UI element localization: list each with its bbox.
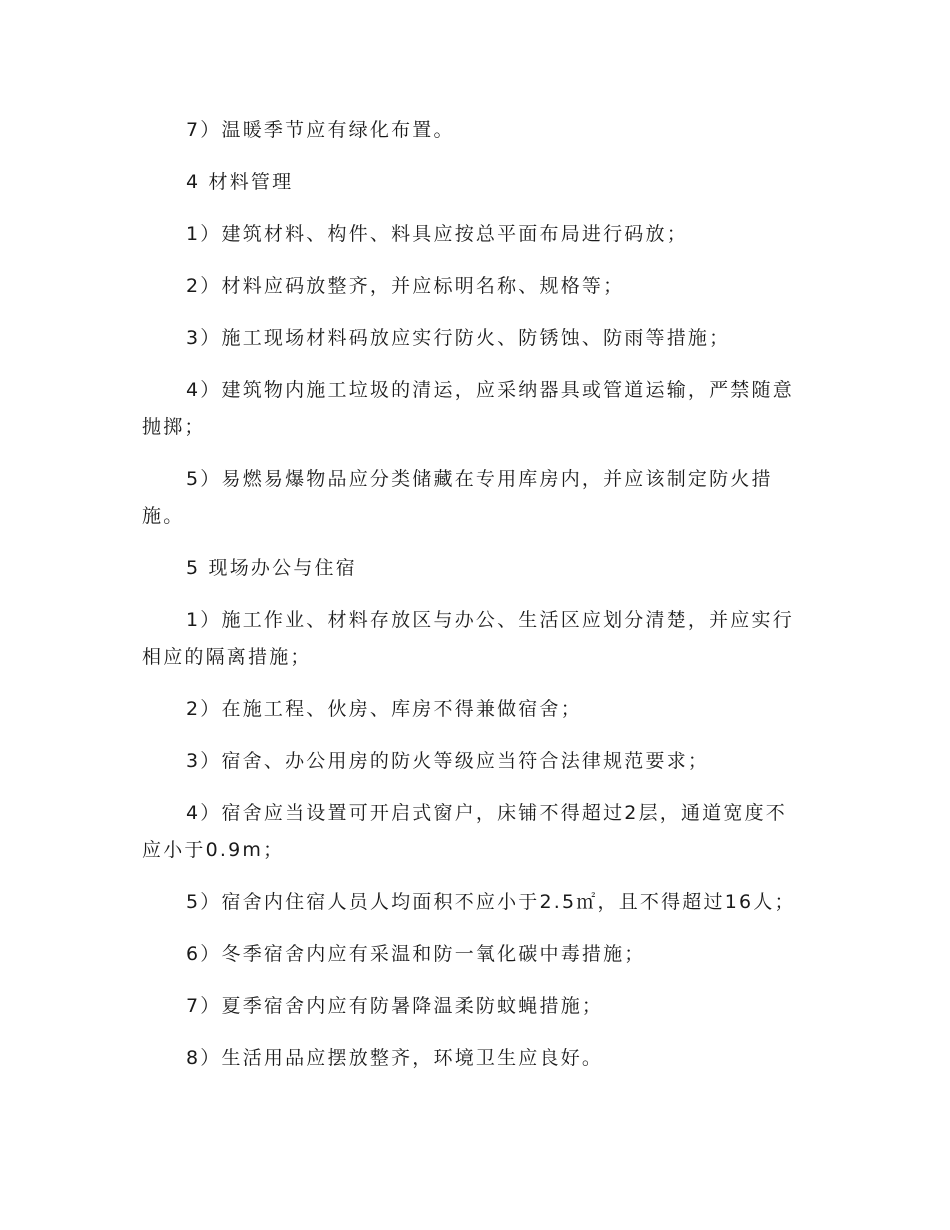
list-item-area-per-person: 5）宿舍内住宿人员人均面积不应小于2.5㎡，且不得超过16人； [186, 891, 796, 913]
list-item-windows-beds: 4）宿舍应当设置可开启式窗户，床铺不得超过2层，通道宽度不应小于0.9m； [142, 802, 787, 861]
list-item-material-labeling: 2）材料应码放整齐，并应标明名称、规格等； [186, 275, 625, 297]
list-item-summer-cooling: 7）夏季宿舍内应有防暑降温柔防蚊蝇措施； [186, 995, 604, 1017]
list-item-winter-heating: 6）冬季宿舍内应有采温和防一氧化碳中毒措施； [186, 943, 646, 965]
list-item-area-separation: 1）施工作业、材料存放区与办公、生活区应划分清楚，并应实行相应的隔离措施； [142, 609, 794, 668]
list-item-waste-removal: 4）建筑物内施工垃圾的清运，应采纳器具或管道运输，严禁随意抛掷； [142, 379, 794, 438]
list-item-no-dormitory-use: 2）在施工程、伙房、库房不得兼做宿舍； [186, 698, 582, 720]
document-body [142, 112, 808, 1077]
list-item-hygiene: 8）生活用品应摆放整齐，环境卫生应良好。 [186, 1047, 604, 1069]
list-item-greening: 7）温暖季节应有绿化布置。 [186, 119, 455, 141]
list-item-material-placement: 1）建筑材料、构件、料具应按总平面布局进行码放； [186, 223, 688, 245]
list-item-flammable-storage: 5）易燃易爆物品应分类储藏在专用库房内，并应该制定防火措施。 [142, 468, 773, 527]
section-heading-office-accommodation: 5 现场办公与住宿 [186, 557, 357, 579]
list-item-material-protection: 3）施工现场材料码放应实行防火、防锈蚀、防雨等措施； [186, 327, 731, 349]
list-item-fire-rating: 3）宿舍、办公用房的防火等级应当符合法律规范要求； [186, 750, 710, 772]
section-heading-material-management: 4 材料管理 [186, 171, 294, 193]
